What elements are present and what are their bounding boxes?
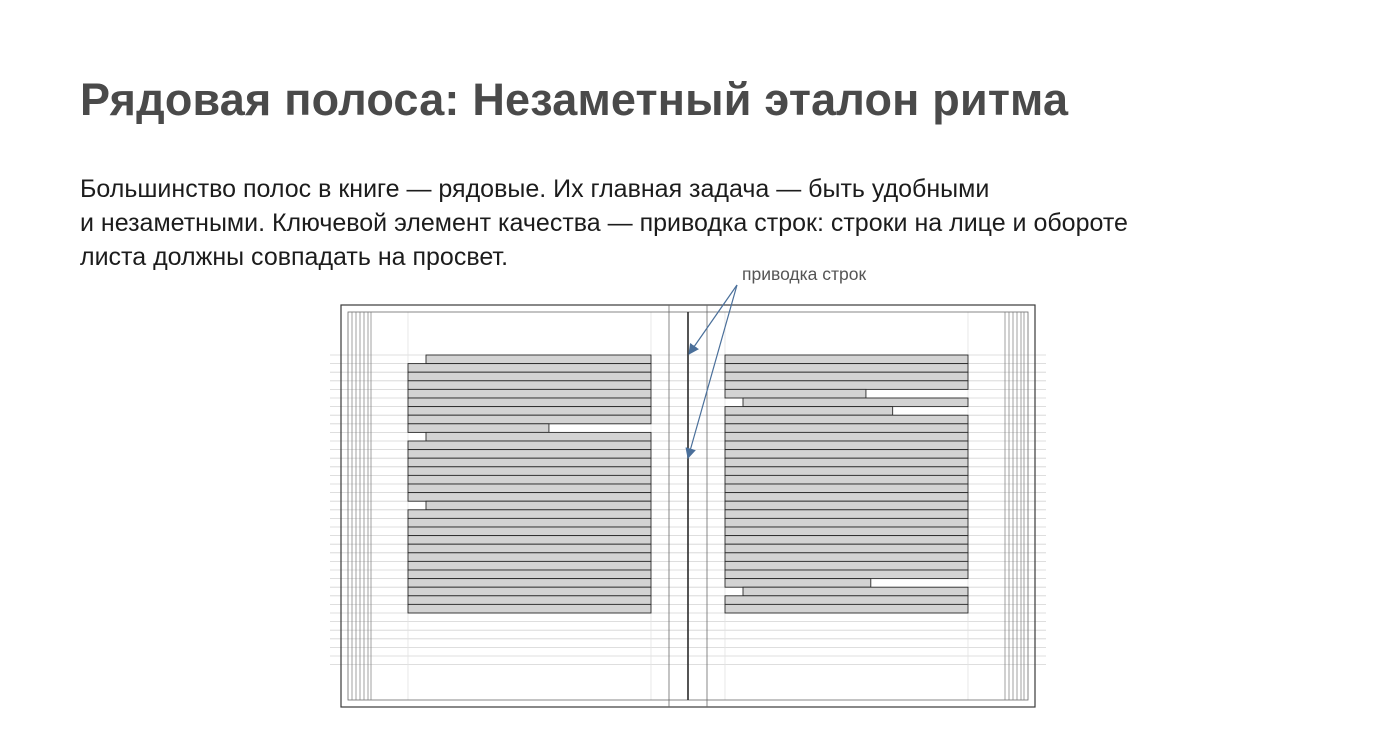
- text-line: [426, 501, 651, 510]
- text-line: [725, 407, 893, 416]
- text-line: [743, 587, 968, 596]
- text-line: [408, 527, 651, 536]
- text-line: [725, 355, 968, 364]
- text-line: [408, 510, 651, 519]
- text-line: [408, 587, 651, 596]
- text-line: [725, 389, 866, 398]
- text-line: [725, 424, 968, 433]
- text-line: [725, 536, 968, 545]
- text-line: [408, 372, 651, 381]
- text-line: [426, 355, 651, 364]
- text-line: [408, 441, 651, 450]
- text-line: [408, 389, 651, 398]
- text-line: [408, 544, 651, 553]
- text-line: [408, 415, 651, 424]
- intro-line-2: и незаметными. Ключевой элемент качества — приводка строк: строки на лице и обороте: [80, 209, 1128, 237]
- text-line: [408, 561, 651, 570]
- text-line: [725, 596, 968, 605]
- text-line: [725, 579, 871, 588]
- text-line: [408, 518, 651, 527]
- text-line: [725, 553, 968, 562]
- text-line: [743, 398, 968, 407]
- text-line: [725, 570, 968, 579]
- intro-line-1: Большинство полос в книге — рядовые. Их главная задача — быть удобными: [80, 175, 990, 203]
- callout-arrow-top: [689, 285, 737, 354]
- text-line: [408, 364, 651, 373]
- text-line: [725, 527, 968, 536]
- text-line: [408, 493, 651, 502]
- text-line: [408, 424, 549, 433]
- text-line: [725, 484, 968, 493]
- right-page: [725, 355, 968, 613]
- left-page: [408, 355, 651, 613]
- text-line: [408, 381, 651, 390]
- intro-line-3: листа должны совпадать на просвет.: [80, 243, 509, 271]
- text-line: [408, 579, 651, 588]
- text-line: [408, 450, 651, 459]
- text-line: [408, 407, 651, 416]
- text-line: [725, 501, 968, 510]
- text-line: [408, 596, 651, 605]
- text-line: [408, 553, 651, 562]
- line-registration-label: приводка строк: [742, 264, 867, 284]
- text-line: [725, 544, 968, 553]
- text-line: [426, 432, 651, 441]
- text-line: [725, 561, 968, 570]
- text-line: [408, 536, 651, 545]
- slide-title: Рядовая полоса: Незаметный эталон ритма: [80, 74, 1069, 125]
- text-line: [408, 570, 651, 579]
- text-line: [725, 510, 968, 519]
- text-line: [408, 475, 651, 484]
- text-line: [725, 372, 968, 381]
- text-line: [408, 467, 651, 476]
- text-line: [725, 415, 968, 424]
- text-line: [725, 518, 968, 527]
- text-line: [725, 364, 968, 373]
- text-line: [408, 458, 651, 467]
- text-line: [408, 604, 651, 613]
- text-line: [725, 450, 968, 459]
- text-line: [725, 475, 968, 484]
- text-line: [408, 484, 651, 493]
- text-line: [725, 604, 968, 613]
- text-line: [408, 398, 651, 407]
- text-line: [725, 432, 968, 441]
- text-line: [725, 467, 968, 476]
- text-line: [725, 493, 968, 502]
- text-line: [725, 458, 968, 467]
- text-line: [725, 381, 968, 390]
- text-line: [725, 441, 968, 450]
